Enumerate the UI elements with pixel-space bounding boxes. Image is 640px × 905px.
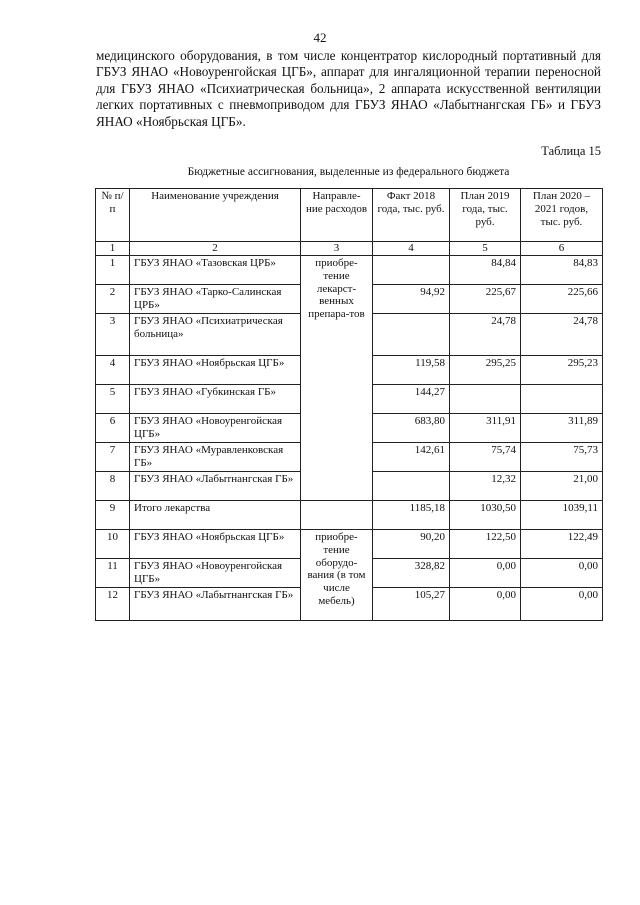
plan-2019-value: 0,00 xyxy=(450,559,521,588)
column-number: 2 xyxy=(130,242,301,256)
row-index: 6 xyxy=(96,414,130,443)
fact-2018-value xyxy=(373,314,450,356)
header-plan-2020-2021: План 2020 – 2021 годов, тыс. руб. xyxy=(521,189,603,242)
plan-2020-value: 295,23 xyxy=(521,356,603,385)
column-number: 5 xyxy=(450,242,521,256)
plan-2020-value: 311,89 xyxy=(521,414,603,443)
total-row xyxy=(96,501,603,530)
table-row xyxy=(96,530,603,559)
header-institution: Наименование учреждения xyxy=(130,189,301,242)
plan-2020-value: 84,83 xyxy=(521,256,603,285)
row-index: 4 xyxy=(96,356,130,385)
plan-2019-value: 1030,50 xyxy=(450,501,521,530)
row-index: 10 xyxy=(96,530,130,559)
direction-medicines: приобре-тение лекарст-венных препара-тов xyxy=(301,256,373,501)
plan-2019-value: 225,67 xyxy=(450,285,521,314)
column-number: 6 xyxy=(521,242,603,256)
plan-2019-value: 84,84 xyxy=(450,256,521,285)
institution-name: ГБУЗ ЯНАО «Лабытнангская ГБ» xyxy=(130,472,301,501)
total-label: Итого лекарства xyxy=(130,501,301,530)
plan-2019-value: 0,00 xyxy=(450,588,521,621)
page-number: 42 xyxy=(313,30,327,45)
institution-name: ГБУЗ ЯНАО «Тазовская ЦРБ» xyxy=(130,256,301,285)
row-index: 12 xyxy=(96,588,130,621)
fact-2018-value: 90,20 xyxy=(373,530,450,559)
plan-2020-value: 0,00 xyxy=(521,588,603,621)
table-number-label: Таблица 15 xyxy=(541,144,601,158)
row-index: 2 xyxy=(96,285,130,314)
row-index: 5 xyxy=(96,385,130,414)
row-index: 7 xyxy=(96,443,130,472)
institution-name: ГБУЗ ЯНАО «Губкинская ГБ» xyxy=(130,385,301,414)
institution-name: ГБУЗ ЯНАО «Ноябрьская ЦГБ» xyxy=(130,530,301,559)
institution-name: ГБУЗ ЯНАО «Психиатрическая больница» xyxy=(130,314,301,356)
column-number: 3 xyxy=(301,242,373,256)
plan-2019-value xyxy=(450,385,521,414)
budget-table xyxy=(95,188,603,621)
institution-name: ГБУЗ ЯНАО «Лабытнангская ГБ» xyxy=(130,588,301,621)
fact-2018-value: 94,92 xyxy=(373,285,450,314)
plan-2019-value: 122,50 xyxy=(450,530,521,559)
fact-2018-value: 142,61 xyxy=(373,443,450,472)
plan-2020-value: 21,00 xyxy=(521,472,603,501)
table-caption: Бюджетные ассигнования, выделенные из федерального бюджета xyxy=(187,166,510,178)
column-number-row xyxy=(96,242,603,256)
row-index: 8 xyxy=(96,472,130,501)
plan-2019-value: 311,91 xyxy=(450,414,521,443)
plan-2020-value xyxy=(521,385,603,414)
fact-2018-value: 144,27 xyxy=(373,385,450,414)
row-index: 11 xyxy=(96,559,130,588)
plan-2019-value: 12,32 xyxy=(450,472,521,501)
plan-2020-value: 75,73 xyxy=(521,443,603,472)
plan-2020-value: 0,00 xyxy=(521,559,603,588)
fact-2018-value xyxy=(373,256,450,285)
header-fact-2018: Факт 2018 года, тыс. руб. xyxy=(373,189,450,242)
header-index: № п/п xyxy=(96,189,130,242)
institution-name: ГБУЗ ЯНАО «Тарко-Салинская ЦРБ» xyxy=(130,285,301,314)
fact-2018-value: 328,82 xyxy=(373,559,450,588)
plan-2019-value: 24,78 xyxy=(450,314,521,356)
column-number: 4 xyxy=(373,242,450,256)
table-header-row xyxy=(96,189,603,242)
plan-2020-value: 225,66 xyxy=(521,285,603,314)
row-index: 9 xyxy=(96,501,130,530)
plan-2020-value: 1039,11 xyxy=(521,501,603,530)
column-number: 1 xyxy=(96,242,130,256)
institution-name: ГБУЗ ЯНАО «Муравленковская ГБ» xyxy=(130,443,301,472)
institution-name: ГБУЗ ЯНАО «Ноябрьская ЦГБ» xyxy=(130,356,301,385)
plan-2019-value: 295,25 xyxy=(450,356,521,385)
fact-2018-value: 683,80 xyxy=(373,414,450,443)
fact-2018-value: 105,27 xyxy=(373,588,450,621)
direction-empty xyxy=(301,501,373,530)
fact-2018-value xyxy=(373,472,450,501)
row-index: 3 xyxy=(96,314,130,356)
institution-name: ГБУЗ ЯНАО «Новоуренгойская ЦГБ» xyxy=(130,559,301,588)
plan-2020-value: 122,49 xyxy=(521,530,603,559)
fact-2018-value: 1185,18 xyxy=(373,501,450,530)
direction-equipment: приобре-тение оборудо-вания (в том числе мебель) xyxy=(301,530,373,621)
fact-2018-value: 119,58 xyxy=(373,356,450,385)
plan-2019-value: 75,74 xyxy=(450,443,521,472)
row-index: 1 xyxy=(96,256,130,285)
intro-paragraph: медицинского оборудования, в том числе концентратор кислородный портативный для ГБУЗ ЯНАО «Новоуренгойская ЦГБ», аппарат для ингаляционной терапии переносной для ГБУЗ ЯНАО «Психиатрическая больница», 2 аппарата искусственной вентиляции легких портативных с пневмоприводом для ГБУЗ ЯНАО «Лабытнангская ГБ» и ГБУЗ ЯНАО «Ноябрьская ЦГБ». xyxy=(96,48,601,129)
institution-name: ГБУЗ ЯНАО «Новоуренгойская ЦГБ» xyxy=(130,414,301,443)
header-direction: Направле-ние расходов xyxy=(301,189,373,242)
header-plan-2019: План 2019 года, тыс. руб. xyxy=(450,189,521,242)
table-row xyxy=(96,256,603,285)
plan-2020-value: 24,78 xyxy=(521,314,603,356)
